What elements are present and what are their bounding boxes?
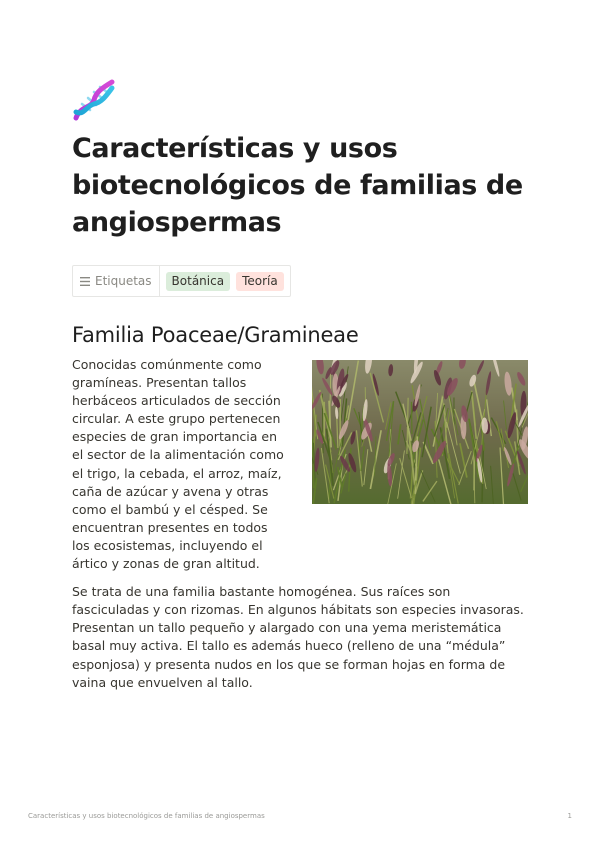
tag-teoria[interactable]: Teoría: [236, 272, 284, 291]
page-number: 1: [567, 812, 572, 820]
footer-title: Características y usos biotecnológicos de familias de angiospermas: [28, 812, 265, 820]
section-heading: Familia Poaceae/Gramineae: [72, 323, 359, 347]
grass-photo: [312, 360, 528, 504]
list-icon: [80, 277, 90, 286]
property-label-text: Etiquetas: [95, 274, 152, 288]
property-label[interactable]: [73, 266, 160, 296]
page-footer: [28, 812, 572, 820]
tag-botanica[interactable]: Botánica: [166, 272, 231, 291]
page-title: Características y usos biotecnológicos de familias de angiospermas: [72, 133, 523, 238]
text-image-row: [72, 356, 528, 573]
tags-property: [72, 265, 291, 297]
description-paragraph: Se trata de una familia bastante homogénea. Sus raíces son fasciculadas y con rizomas. En algunos hábitats son especies invasoras. Presentan un tallo pequeño y alargado con una yema meristemática basal muy activa. El tallo es además hueco (relleno de una “médula” esponjosa) y presenta nudos en los que se forman hojas en forma de vaina que envuelven al tallo.: [72, 584, 524, 690]
intro-paragraph: Conocidas comúnmente como gramíneas. Presentan tallos herbáceos articulados de sección circular. A este grupo pertenecen especies de gran importancia en el sector de la alimentación como el trigo, la cebada, el arroz, maíz, caña de azúcar y avena y otras como el bambú y el césped. Se encuentran presentes en todos los ecosistemas, incluyendo el ártico y zonas de gran altitud.: [72, 357, 284, 572]
page-content: [72, 78, 528, 692]
dna-icon: [72, 78, 116, 122]
tag-list[interactable]: [160, 272, 290, 291]
